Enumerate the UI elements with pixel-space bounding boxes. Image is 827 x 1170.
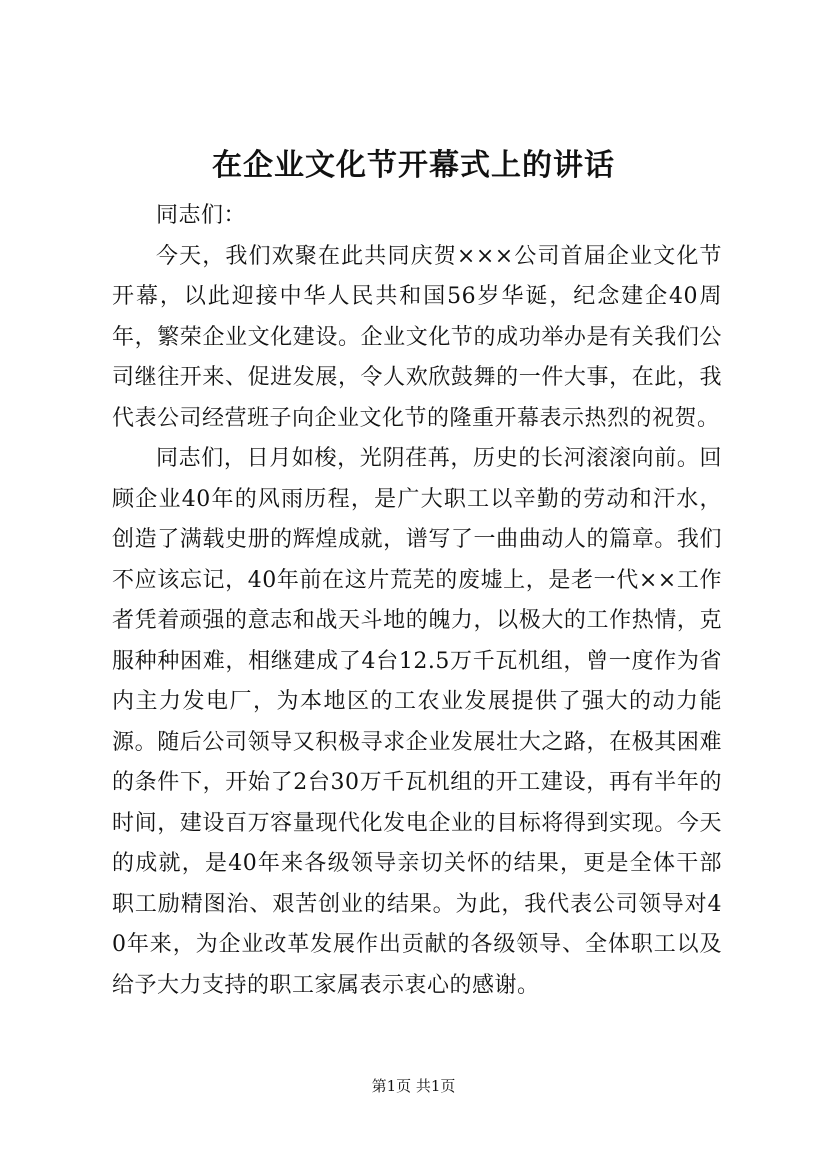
document-body: [112, 196, 722, 1006]
page-number-footer: 第1页 共1页: [371, 1077, 456, 1095]
paragraph-1: 今天，我们欢聚在此共同庆贺×××公司首届企业文化节开幕，以此迎接中华人民共和国56岁华诞，纪念建企40周年，繁荣企业文化建设。企业文化节的成功举办是有关我们公司继往开来、促进发展，令人欢欣鼓舞的一件大事，在此，我代表公司经营班子向企业文化节的隆重开幕表示热烈的祝贺。: [112, 243, 722, 431]
document-title: 在企业文化节开幕式上的讲话: [212, 148, 615, 183]
paragraph-2: 同志们，日月如梭，光阴荏苒，历史的长河滚滚向前。回顾企业40年的风雨历程，是广大职工以辛勤的劳动和汗水，创造了满载史册的辉煌成就，谱写了一曲曲动人的篇章。我们不应该忘记，40年前在这片荒芜的废墟上，是老一代××工作者凭着顽强的意志和战天斗地的魄力，以极大的工作热情，克服种种困难，相继建成了4台12.5万千瓦机组，曾一度作为省内主力发电厂，为本地区的工农业发展提供了强大的动力能源。随后公司领导又积极寻求企业发展壮大之路，在极其困难的条件下，开始了2台30万千瓦机组的开工建设，再有半年的时间，建设百万容量现代化发电企业的目标将得到实现。今天的成就，是40年来各级领导亲切关怀的结果，更是全体干部职工励精图治、艰苦创业的结果。为此，我代表公司领导对40年来，为企业改革发展作出贡献的各级领导、全体职工以及给予大力支持的职工家属表示衷心的感谢。: [112, 446, 722, 998]
salutation: 同志们：: [156, 203, 247, 228]
